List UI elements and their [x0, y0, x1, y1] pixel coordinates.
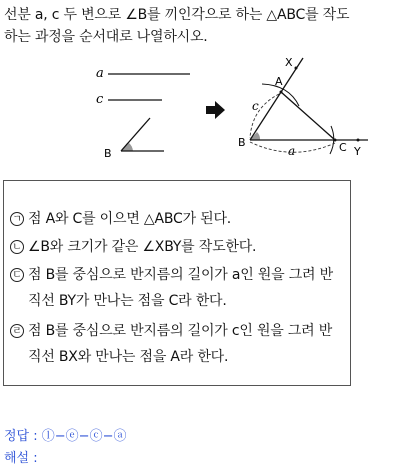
question-line-1: 선분 a, c 두 변으로 ∠B를 끼인각으로 하는 △ABC를 작도	[4, 7, 350, 23]
step-3-cont: 직선 BY가 만나는 점을 C라 한다.	[28, 293, 227, 309]
label-point-c: C	[339, 141, 347, 154]
label-x: X	[285, 56, 293, 69]
arrow-icon	[206, 101, 225, 119]
step-4-cont: 직선 BX와 만나는 점을 A라 한다.	[28, 349, 229, 365]
question-text	[4, 4, 396, 48]
construction-diagram	[0, 54, 400, 172]
step-4-text: 점 B를 중심으로 반지름의 길이가 c인 원을 그려 반	[28, 323, 333, 339]
step-4-marker: ㄹ	[10, 324, 24, 338]
label-point-a: A	[275, 75, 283, 88]
question-line-2: 하는 과정을 순서대로 나열하시오.	[4, 29, 208, 45]
step-1-marker: ㄱ	[10, 212, 24, 226]
step-3-marker: ㄷ	[10, 268, 24, 282]
step-3-text: 점 B를 중심으로 반지름의 길이가 a인 원을 그려 반	[28, 267, 333, 283]
explanation-label: 해설 :	[4, 451, 38, 466]
answer-value: ⓛ−ⓔ−ⓒ−ⓐ	[41, 429, 127, 444]
label-side-c: c	[252, 99, 259, 113]
answer-line	[4, 428, 126, 446]
segment-ac	[281, 92, 335, 140]
step-3	[10, 265, 333, 285]
label-c: c	[96, 92, 104, 107]
answer-label: 정답 :	[4, 429, 38, 444]
label-y: Y	[354, 145, 361, 158]
step-2	[10, 237, 256, 257]
explanation-line	[4, 450, 38, 468]
label-point-b: B	[238, 136, 246, 149]
steps-box	[3, 180, 351, 386]
label-b: B	[104, 147, 112, 160]
angle-b-arm-2	[121, 118, 150, 151]
step-1-text: 점 A와 C를 이으면 △ABC가 된다.	[28, 211, 232, 227]
step-2-text: ∠B와 크기가 같은 ∠XBY를 작도한다.	[28, 239, 257, 255]
label-a: a	[96, 66, 104, 81]
step-2-marker: ㄴ	[10, 240, 24, 254]
step-1	[10, 209, 231, 229]
label-side-a: a	[288, 144, 296, 158]
step-4	[10, 321, 332, 341]
